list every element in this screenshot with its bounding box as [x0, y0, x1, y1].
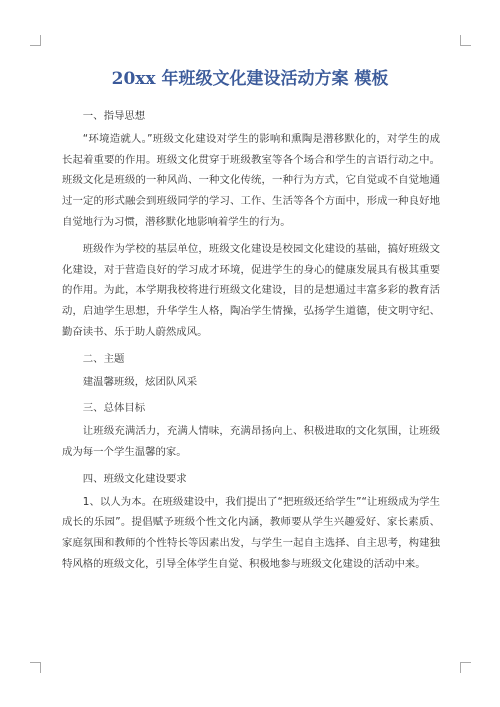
section-heading: 二、主题: [82, 352, 125, 365]
paragraph: 让班级充满活力，充满人情味，充满昂扬向上、积极进取的文化氛围，让班级成为每一个学生温馨的家。: [62, 425, 440, 458]
paragraph: “环境造就人。”班级文化建设对学生的影响和熏陶是潜移默化的，对学生的成长起着重要的作用。班级文化贯穿于班级教室等各个场合和学生的言语行动之中。班级文化是班级的一种风尚、一种文化传统，一种行为方式，它自觉或不自觉地通过一定的形式融会到班级同学的学习、工作、生活等各个方面中，形成一种良好地自觉地行为习惯，潜移默化地影响着学生的行为。: [62, 132, 440, 228]
section-heading: 一、指导思想: [82, 110, 146, 122]
paragraph: 班级作为学校的基层单位，班级文化建设是校园文化建设的基础，搞好班级文化建设，对于营造良好的学习成才环境，促进学生的身心的健康发展具有极其重要的作用。为此，本学期我校将进行班级文化建设，目的是想通过丰富多彩的教育活动，启迪学生思想，升华学生人格，陶冶学生情操，弘扬学生道德，使文明守纪、勤奋读书、乐于助人蔚然成风。: [62, 242, 440, 338]
crop-mark-top-left: [30, 35, 41, 46]
crop-mark-bottom-left: [30, 662, 41, 673]
section-heading: 三、总体目标: [82, 402, 146, 415]
paragraph: 1、以人为本。在班级建设中，我们提出了“把班级还给学生”“让班级成为学生成长的乐园”。提倡赋予班级个性文化内涵，教师要从学生兴趣爱好、家长素质、家庭氛围和教师的个性特长等因素出发，与学生一起自主选择、自主思考，构建独特风格的班级文化，引导全体学生自觉、积极地参与班级文化建设的活动中来。: [62, 495, 440, 570]
document-body: [62, 106, 440, 581]
section-heading: 四、班级文化建设要求: [82, 472, 187, 485]
crop-mark-top-right: [460, 35, 471, 46]
paragraph: 建温馨班级，炫团队风采: [82, 375, 198, 388]
crop-mark-bottom-right: [460, 662, 471, 673]
document-title: 20xx 年班级文化建设活动方案 模板: [111, 69, 389, 89]
